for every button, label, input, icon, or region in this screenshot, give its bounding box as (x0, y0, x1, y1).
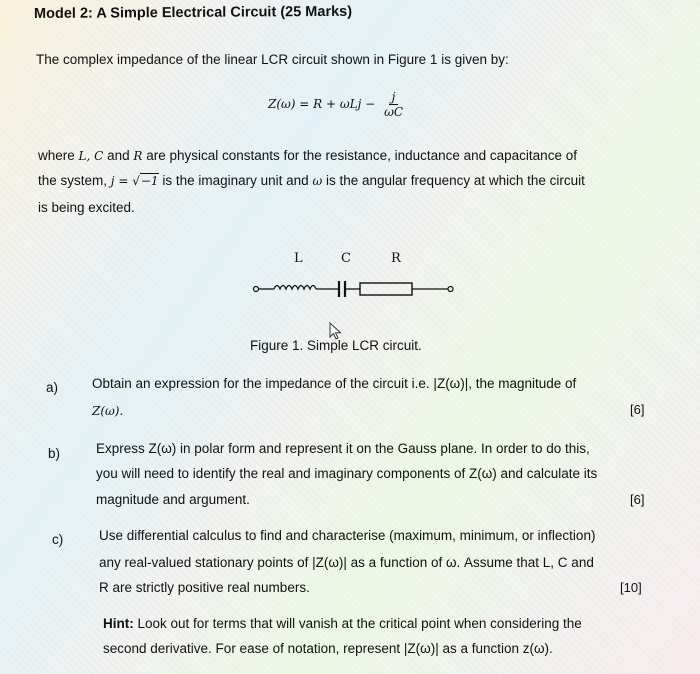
question-a-line-2: Z(ω). (92, 404, 124, 418)
question-b-line-3: magnitude and argument. (96, 492, 250, 507)
model-title: Model 2: A Simple Electrical Circuit (25 Marks) (33, 3, 353, 22)
left-terminal-icon (254, 287, 259, 292)
impedance-equation (268, 90, 406, 119)
where-line-3: is being excited. (38, 200, 135, 215)
question-c-line-3: R are strictly positive real numbers. (99, 580, 310, 595)
where-text-imag: is the imaginary unit and (162, 173, 309, 188)
lcr-circuit-diagram (252, 268, 462, 310)
where-text-and: and (107, 148, 130, 163)
question-b-label: b) (48, 446, 61, 461)
equation-denominator: ωC (384, 105, 404, 119)
where-text-system: the system, (38, 173, 108, 188)
figure-caption: Figure 1. Simple LCR circuit. (250, 338, 422, 353)
right-terminal-icon (448, 287, 453, 292)
inductor-icon (274, 286, 316, 290)
question-c-line-2: any real-valued stationary points of |Z(ω)| as a function of ω. Assume that L, C and (99, 555, 594, 570)
equation-numerator: j (389, 90, 399, 105)
hint-label: Hint: (103, 616, 134, 631)
where-math-omega: ω (312, 174, 323, 188)
where-line-2 (38, 173, 585, 188)
resistor-label: R (391, 251, 401, 266)
question-c-marks: [10] (620, 580, 642, 595)
where-text-freq: is the angular frequency at which the circuit (326, 173, 585, 188)
question-a-marks: [6] (630, 402, 645, 417)
capacitor-label: C (341, 251, 351, 266)
where-line-1 (38, 148, 577, 163)
where-math-r: R (133, 149, 143, 163)
equation-fraction (381, 90, 406, 119)
question-b-marks: [6] (630, 492, 645, 507)
intro-text: The complex impedance of the linear LCR circuit shown in Figure 1 is given by: (36, 52, 509, 67)
question-b-line-2: you will need to identify the real and imaginary components of Z(ω) and calculate its (96, 466, 598, 481)
hint-text-1: Look out for terms that will vanish at the critical point when considering the (137, 616, 582, 631)
where-radicand: −1 (140, 174, 159, 188)
question-b-line-1: Express Z(ω) in polar form and represent it on the Gauss plane. In order to do this, (96, 441, 590, 456)
capacitor-icon (339, 281, 345, 297)
where-math-j: j = √ (110, 174, 140, 188)
question-a-line-1: Obtain an expression for the impedance of the circuit i.e. |Z(ω)|, the magnitude of (92, 376, 577, 391)
question-c-line-1: Use differential calculus to find and characterise (maximum, minimum, or inflection) (99, 528, 596, 543)
inductor-label: L (294, 251, 303, 266)
hint-line-2: second derivative. For ease of notation, represent |Z(ω)| as a function z(ω). (103, 641, 553, 656)
equation-lhs: Z(ω) = R + ωLj − (268, 97, 376, 111)
where-text-a: where (38, 148, 75, 163)
question-a-label: a) (46, 380, 59, 395)
hint-line-1 (103, 616, 582, 631)
where-math-lc: L, C (78, 149, 104, 163)
resistor-icon (360, 283, 412, 295)
where-text-c: are physical constants for the resistance, inductance and capacitance of (146, 148, 577, 163)
question-c-label: c) (52, 532, 64, 547)
